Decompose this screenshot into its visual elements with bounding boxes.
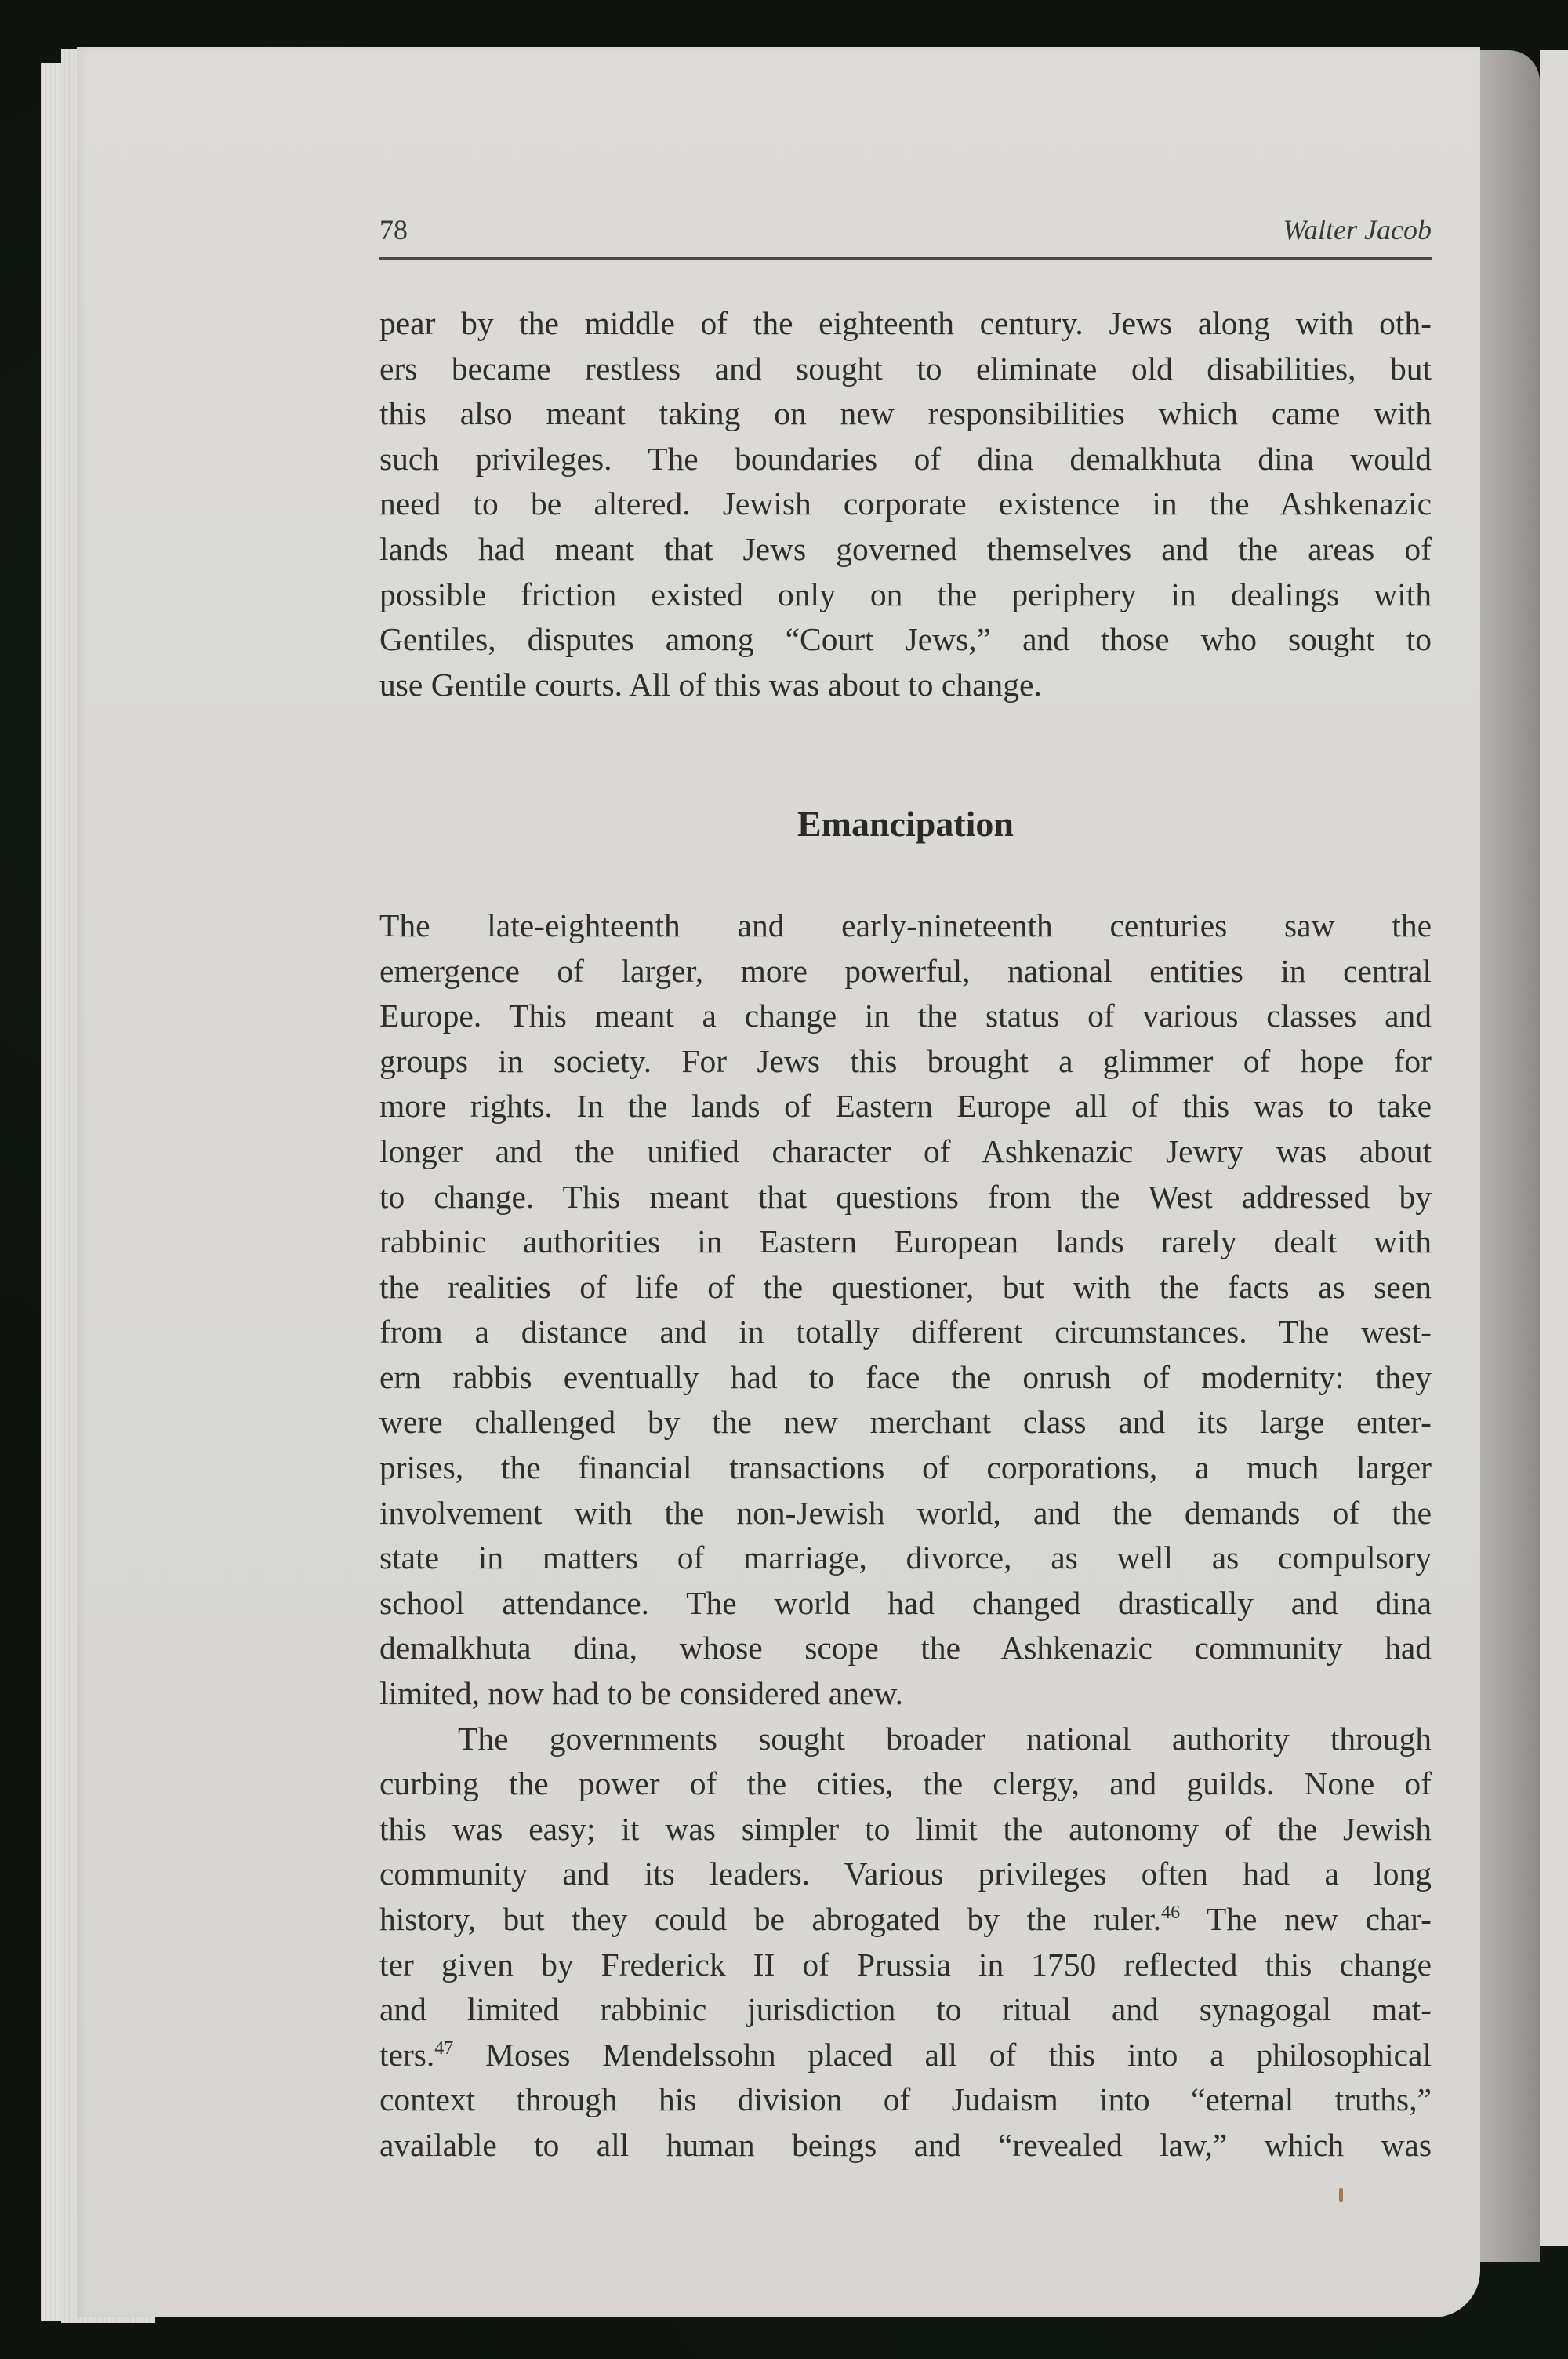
text-line: context through his division of Judaism into “eternal truths,” [379,2081,1432,2118]
text-line: and limited rabbinic jurisdiction to ritual and synagogal mat- [379,1991,1432,2028]
text-line: The governments sought broader national authority through [458,1720,1432,1757]
text-line-with-footnote [379,2033,1432,2078]
text-line: rabbinic authorities in Eastern European lands rarely dealt with [379,1223,1432,1260]
text-line: school attendance. The world had changed drastically and dina [379,1584,1432,1621]
text-line: Europe. This meant a change in the status of various classes and [379,998,1432,1034]
text-line: to change. This meant that questions from the West addressed by [379,1178,1432,1215]
text-line-with-footnote [379,1897,1432,1943]
text-line: Gentiles, disputes among “Court Jews,” and those who sought to [379,621,1432,658]
body-text [379,301,1432,2168]
paper-blemish [1339,2188,1343,2202]
footnote-ref-46[interactable]: 46 [1161,1903,1181,1924]
text-line: pear by the middle of the eighteenth century. Jews along with oth- [379,305,1432,341]
text-line: involvement with the non-Jewish world, and the demands of the [379,1494,1432,1531]
page-number: 78 [379,214,408,245]
text-line: longer and the unified character of Ashkenazic Jewry was about [379,1132,1432,1169]
running-head-author: Walter Jacob [1283,214,1432,245]
text-line: this was easy; it was simpler to limit the autonomy of the Jewish [379,1810,1432,1847]
text-line: The late-eighteenth and early-nineteenth centuries saw the [379,907,1432,943]
text-line: demalkhuta dina, whose scope the Ashkenazic community had [379,1630,1432,1667]
text-fragment: history, but they could be abrogated by the ruler. [379,1901,1162,1937]
text-fragment: The new char- [1180,1901,1432,1937]
text-line: the realities of life of the questioner, but with the facts as seen [379,1268,1432,1305]
text-line: ter given by Frederick II of Prussia in 1750 reflected this change [379,1946,1432,1983]
text-line: groups in society. For Jews this brought a glimmer of hope for [379,1042,1432,1079]
text-line: community and its leaders. Various privileges often had a long [379,1856,1432,1892]
text-line: curbing the power of the cities, the clergy, and guilds. None of [379,1765,1432,1802]
text-line: more rights. In the lands of Eastern Europe all of this was to take [379,1088,1432,1125]
facing-page-edge [1540,50,1568,2246]
book-gutter [1480,50,1540,2262]
text-fragment: Moses Mendelssohn placed all of this into a philosophical [453,2036,1432,2073]
text-line: lands had meant that Jews governed themselves and the areas of [379,530,1432,567]
text-line: prises, the financial transactions of corporations, a much larger [379,1449,1432,1486]
text-line: possible friction existed only on the periphery in dealings with [379,576,1432,612]
text-line: were challenged by the new merchant class and its large enter- [379,1404,1432,1441]
text-line: from a distance and in totally different circumstances. The west- [379,1314,1432,1350]
text-line: ern rabbis eventually had to face the onrush of modernity: they [379,1358,1432,1395]
text-line: state in matters of marriage, divorce, as well as compulsory [379,1539,1432,1576]
text-fragment: ters. [379,2036,435,2073]
text-line: such privileges. The boundaries of dina demalkhuta dina would [379,440,1432,477]
text-line: limited, now had to be considered anew. [379,1675,904,1712]
text-line: available to all human beings and “revealed law,” which was [379,2126,1432,2163]
text-line: this also meant taking on new responsibilities which came with [379,395,1432,432]
text-line: ers became restless and sought to eliminate old disabilities, but [379,350,1432,387]
text-line: use Gentile courts. All of this was about to change. [379,666,1042,703]
section-heading: Emancipation [797,804,1014,845]
footnote-ref-47[interactable]: 47 [434,2037,454,2059]
page-header [379,210,1432,260]
text-line: need to be altered. Jewish corporate existence in the Ashkenazic [379,485,1432,522]
text-line: emergence of larger, more powerful, national entities in central [379,952,1432,989]
